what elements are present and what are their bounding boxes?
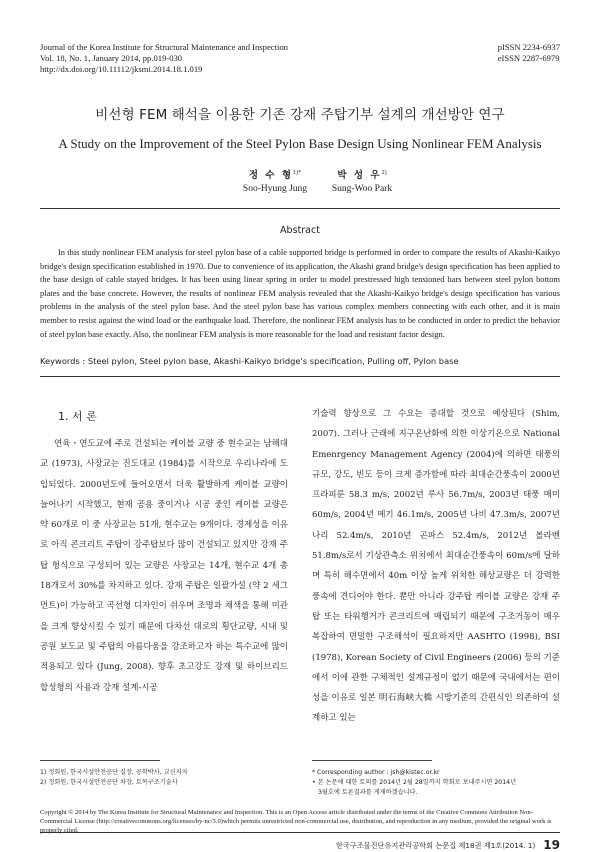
corresponding-author: * Corresponding author : jsh@kistec.or.kr [312,769,440,776]
title-korean: 비선형 FEM 해석을 이용한 기존 강재 주탑기부 설계의 개선방안 연구 [95,107,505,123]
author-1-sup: 1)* [293,170,302,176]
abstract-text: In this study nonlinear FEM analysis for steel pylon base of a cable supported bridge is performed in order to compare the results of Akashi-Kaikyo bridge's design specification established in 1970. Due to convenience of its application, the Akashi grand bridge's design specification has been applied to the base design of cable stayed bridges. It has been using linear spring in order to model prestressed high tensioned bars between steel pylon bottom plates and the base concrete. However, the results of nonlinear FEM analysis revealed that the Akashi-Kaikyo bridge's design specification has various problems in the analysis of the steel pylon base. And the steel pylon base has various complex members connecting with each other, and it is main member to resist against the wind load or the earthquake load. Therefore, the nonlinear FEM analysis has to be conducted in order to predict the behavior of steel pylon base exactly. Also, the nonlinear FEM analysis is more reasonable for the load and resistant factor design. [40,247,560,339]
copyright-notice: Copyright © 2014 by The Korea Institute for Structural Maintenance and Inspection. This is an Open Access article distributed under the terms of the Creative Commons Attribution Non-Commercial License (http://creativecommons.org/licenses/by-nc/3.0)which permits unrestricted non-commercial use, distribution, and reproduction in any medium, provided the original work is properly cited. [40,809,552,834]
page-footer [336,838,560,852]
eissn: eISSN 2287-6979 [497,52,560,63]
author-2-name-en: Sung-Woo Park [331,184,393,195]
section-heading: 1. 서 론 [58,410,97,423]
author-1-name-ko: 정 수 형 [248,170,294,182]
footnote: 3월호에 토론결과를 게재하겠습니다. [318,789,418,796]
divider-bottom [40,376,560,377]
divider-top [40,208,560,209]
footnote-rule-right [312,760,432,761]
journal-header [40,42,288,74]
divider-footer [40,832,560,833]
issn-block [498,42,560,64]
pissn: pISSN 2234-6937 [497,42,560,52]
footnote: • 본 논문에 대한 토의를 2014년 2월 28일까지 학회로 보내주시면 2014년 [312,779,517,786]
journal-name: Journal of the Korea Institute for Structural Maintenance and Inspection [40,42,288,52]
author-1-name-en: Soo-Hyung Jung [242,184,308,195]
footnote-rule-left [40,760,160,761]
author-2-name-ko: 박 성 우 [337,170,382,182]
footnotes-right [312,768,560,798]
journal-volume: Vol. 18, No. 1, January 2014, pp.019-030 [40,52,183,63]
author-2-sup: 2) [381,170,387,176]
footnote: 2) 정회원, 한국시설안전공단 차장, 토목구조기술사 [40,779,178,786]
footer-journal: 한국구조물진단유지관리공학회 논문집 제18권 제1호(2014. 1) [335,841,536,850]
footnote: 1) 정회원, 한국시설안전공단 실장, 공학박사, 교신저자 [40,769,188,776]
body-left-column: 연육・연도교에 주로 건설되는 케이블 교량 중 현수교는 남해대교 (1973), 사장교는 진도대교 (1984)를 시작으로 우리나라에 도입되었다. 2000년도에 들어오면서 더욱 활발하게 케이블 교량이 늘어나기 시작했고, 현재 공용 중이거나 시공 중인 케이블 교량은 약 60개로 이 중 사장교는 51개, 현수교는 9개이다. 경제성을 이유로 아직 콘크리트 주탑이 강주탑보다 많이 건설되고 있지만 강재 주탑 형식으로 구성되어 있는 교량은 사장교는 14개, 현수교 4개 총 18개로서 30%를 차지하고 있다. 강재 주탑은 일괄가설 (약 2 세그먼트)이 가능하고 곡선형 디자인이 쉬우며 조명과 채색을 통해 미관을 크게 향상시킬 수 있기 때문에 다차선 대로의 횡단교량, 시내 및 공원 보도교 및 주탑의 아름다움을 강조하고자 하는 특수교에 많이 적용되고 있다 (Jung, 2008). 향후 초고강도 강재 및 하이브리드 합성형의 사용과 강재 설계-시공 [40,439,288,693]
keywords [40,356,560,366]
keywords-label: Keywords [40,356,80,366]
footnotes-left [40,768,188,788]
body-right-column: 기술력 향상으로 그 수요는 증대할 것으로 예상된다 (Shim, 2007). 그러나 근래에 지구온난화에 의한 이상기온으로 National Emenrgency Management Agency (2004)에 의하면 태풍의 규모, 강도, 빈도 등이 크게 증가함에 따라 최대순간풍속이 2000년 프라피룬 58.3 m/s, 2002년 루사 56.7m/s, 2003년 태풍 매미 60m/s, 2004년 메기 46.1m/s, 2005년 나비 47.3m/s, 2007년 나리 52.4m/s, 2010년 곤파스 52.4m/s, 2012년 볼라벤 51.8m/s로서 기상관측소 위치에서 최대순간풍속이 60m/s에 달하며 특히 해수면에서 40m 이상 높게 위치한 해상교량은 더 강력한 풍속에 견디어야 한다. 뿐만 아니라 강주탑 케이블 교량은 강재 주탑 또는 타워행거가 콘크리트에 매립되기 때문에 구조거동이 매우 복잡하여 면밀한 구조해석이 필요하지만 AASHTO (1998), BSI (1978), Korean Society of Civil Engineers (2006) 등의 기준에서 이에 관한 구체적인 설계규정이 없기 때문에 국내에서는 편이성을 이유로 일본 明石海峡大橋 시방기준의 간편식인 의존하여 설계하고 있는 [312,409,560,724]
keywords-text: : Steel pylon, Steel pylon base, Akashi-Kaikyo bridge's specification, Pulling off, Pylon base [79,356,459,366]
title-english: A Study on the Improvement of the Steel Pylon Base Design Using Nonlinear FEM Analysis [58,136,542,151]
doi-link[interactable]: http://dx.doi.org/10.11112/jksmi.2014.18.1.019 [40,63,203,74]
author-2 [292,167,432,196]
page-number: 19 [543,838,560,852]
abstract-heading: Abstract [280,225,320,236]
